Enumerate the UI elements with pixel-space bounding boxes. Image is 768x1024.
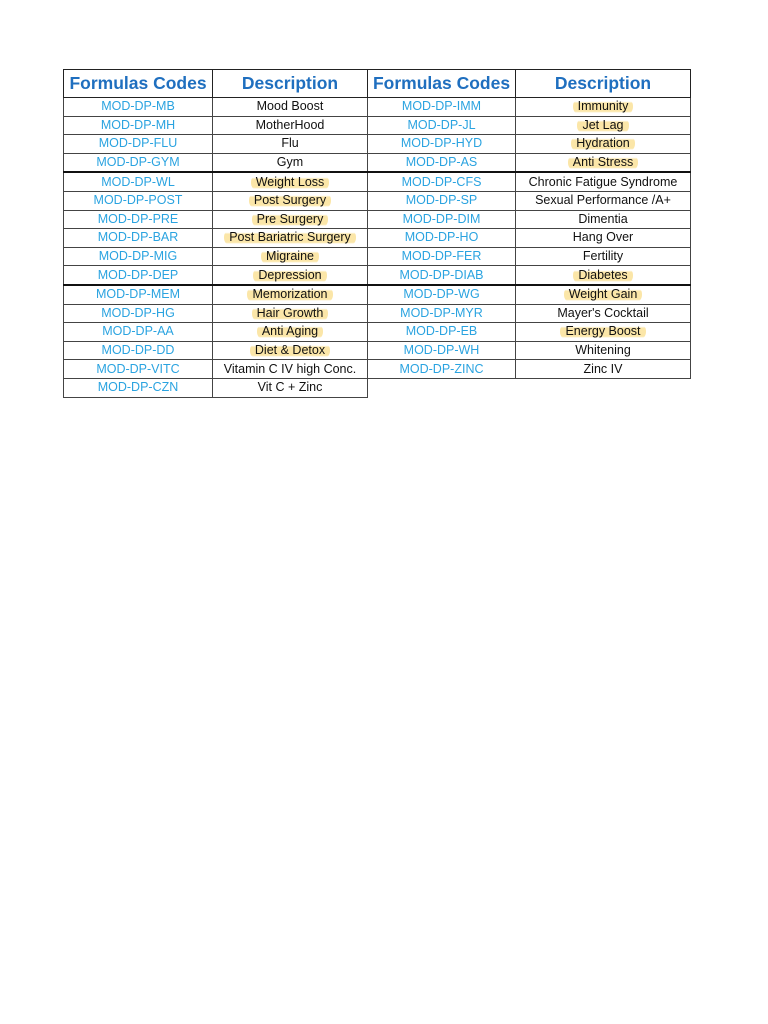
description-cell: Chronic Fatigue Syndrome [516, 172, 691, 191]
formula-code-cell: MOD-DP-DD [64, 341, 213, 360]
description-cell [213, 191, 368, 210]
formula-code-cell: MOD-DP-WH [368, 341, 516, 360]
description-cell [213, 172, 368, 191]
formula-code-cell: MOD-DP-EB [368, 323, 516, 342]
table-row [64, 210, 691, 229]
description-cell [516, 153, 691, 172]
table-row [64, 153, 691, 172]
table-row [64, 341, 691, 360]
highlighted-text: Hair Growth [252, 305, 329, 322]
highlighted-text: Migraine [261, 248, 319, 265]
description-cell [516, 285, 691, 304]
description-cell [516, 116, 691, 135]
highlighted-text: Anti Stress [568, 154, 638, 171]
description-cell [516, 266, 691, 285]
header-formulas-codes-left: Formulas Codes [64, 70, 213, 98]
formula-code-cell: MOD-DP-AA [64, 323, 213, 342]
header-description-right: Description [516, 70, 691, 98]
table-row [64, 135, 691, 154]
table-row [64, 285, 691, 304]
formula-code-cell: MOD-DP-PRE [64, 210, 213, 229]
header-description-left: Description [213, 70, 368, 98]
highlighted-text: Weight Gain [564, 286, 643, 303]
description-cell [213, 247, 368, 266]
highlighted-text: Pre Surgery [252, 211, 329, 228]
description-cell: Hang Over [516, 229, 691, 248]
highlighted-text: Diabetes [573, 267, 632, 284]
formula-code-cell: MOD-DP-DIAB [368, 266, 516, 285]
formula-code-cell: MOD-DP-CFS [368, 172, 516, 191]
formula-code-cell: MOD-DP-POST [64, 191, 213, 210]
formula-codes-table [63, 69, 691, 398]
highlighted-text: Weight Loss [251, 174, 330, 191]
description-cell [516, 98, 691, 117]
formula-code-cell: MOD-DP-IMM [368, 98, 516, 117]
table-row [64, 247, 691, 266]
header-formulas-codes-right: Formulas Codes [368, 70, 516, 98]
description-cell: Zinc IV [516, 360, 691, 379]
highlighted-text: Immunity [573, 98, 634, 115]
highlighted-text: Energy Boost [560, 323, 645, 340]
highlighted-text: Anti Aging [257, 323, 323, 340]
table-row [64, 116, 691, 135]
highlighted-text: Hydration [571, 135, 635, 152]
formula-code-cell: MOD-DP-HO [368, 229, 516, 248]
formula-code-cell: MOD-DP-ZINC [368, 360, 516, 379]
highlighted-text: Post Surgery [249, 192, 331, 209]
description-cell: Vitamin C IV high Conc. [213, 360, 368, 379]
formula-code-cell: MOD-DP-WL [64, 172, 213, 191]
formula-code-cell: MOD-DP-SP [368, 191, 516, 210]
description-cell: Mood Boost [213, 98, 368, 117]
table-row [64, 98, 691, 117]
description-cell: Whitening [516, 341, 691, 360]
formula-code-cell: MOD-DP-GYM [64, 153, 213, 172]
formula-code-cell: MOD-DP-FLU [64, 135, 213, 154]
description-cell [213, 304, 368, 323]
formula-code-cell: MOD-DP-MH [64, 116, 213, 135]
formula-code-cell: MOD-DP-DIM [368, 210, 516, 229]
description-cell [213, 229, 368, 248]
description-cell: Vit C + Zinc [213, 378, 368, 397]
formula-code-cell [368, 378, 516, 397]
table-row [64, 378, 691, 397]
description-cell: Gym [213, 153, 368, 172]
formula-code-cell: MOD-DP-BAR [64, 229, 213, 248]
highlighted-text: Memorization [247, 286, 332, 303]
formula-code-cell: MOD-DP-WG [368, 285, 516, 304]
description-cell: Flu [213, 135, 368, 154]
formula-codes-sheet [63, 69, 691, 398]
description-cell: Sexual Performance /A+ [516, 191, 691, 210]
description-cell [213, 341, 368, 360]
description-cell [516, 323, 691, 342]
formula-code-cell: MOD-DP-AS [368, 153, 516, 172]
formula-code-cell: MOD-DP-VITC [64, 360, 213, 379]
formula-code-cell: MOD-DP-MYR [368, 304, 516, 323]
highlighted-text: Diet & Detox [250, 342, 330, 359]
table-row [64, 360, 691, 379]
highlighted-text: Post Bariatric Surgery [224, 229, 356, 246]
highlighted-text: Depression [253, 267, 326, 284]
description-cell [213, 323, 368, 342]
formula-code-cell: MOD-DP-CZN [64, 378, 213, 397]
description-cell [213, 210, 368, 229]
description-cell: MotherHood [213, 116, 368, 135]
table-row [64, 172, 691, 191]
description-cell [213, 266, 368, 285]
formula-code-cell: MOD-DP-MEM [64, 285, 213, 304]
formula-code-cell: MOD-DP-MIG [64, 247, 213, 266]
header-row [64, 70, 691, 98]
formula-code-cell: MOD-DP-HYD [368, 135, 516, 154]
table-row [64, 229, 691, 248]
description-cell: Fertility [516, 247, 691, 266]
highlighted-text: Jet Lag [577, 117, 628, 134]
table-row [64, 323, 691, 342]
description-cell [516, 135, 691, 154]
description-cell: Mayer's Cocktail [516, 304, 691, 323]
table-row [64, 266, 691, 285]
formula-code-cell: MOD-DP-JL [368, 116, 516, 135]
table-row [64, 191, 691, 210]
description-cell [213, 285, 368, 304]
formula-code-cell: MOD-DP-HG [64, 304, 213, 323]
formula-code-cell: MOD-DP-MB [64, 98, 213, 117]
description-cell [516, 378, 691, 397]
formula-code-cell: MOD-DP-DEP [64, 266, 213, 285]
table-row [64, 304, 691, 323]
formula-code-cell: MOD-DP-FER [368, 247, 516, 266]
description-cell: Dimentia [516, 210, 691, 229]
